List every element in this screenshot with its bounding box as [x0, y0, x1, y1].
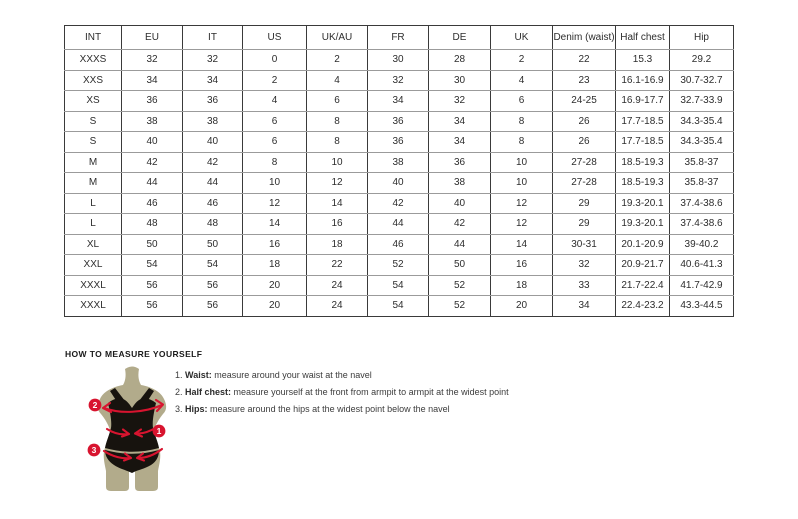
column-header: Hip: [670, 26, 734, 50]
cell: 10: [307, 152, 368, 173]
cell: 6: [307, 91, 368, 112]
cell: 2: [307, 50, 368, 71]
cell: 56: [183, 275, 243, 296]
cell: 56: [122, 296, 183, 317]
cell: 52: [429, 296, 491, 317]
cell: 38: [368, 152, 429, 173]
table-row: [65, 91, 734, 112]
cell: 46: [368, 234, 429, 255]
cell: 8: [243, 152, 307, 173]
step-number: 2.: [175, 387, 183, 397]
cell: 4: [307, 70, 368, 91]
cell: 8: [491, 132, 553, 153]
cell: 30-31: [553, 234, 616, 255]
cell: 21.7-22.4: [616, 275, 670, 296]
cell: 42: [183, 152, 243, 173]
cell: 40: [122, 132, 183, 153]
cell: 34.3-35.4: [670, 132, 734, 153]
cell: 26: [553, 111, 616, 132]
cell: 54: [368, 296, 429, 317]
cell: 34: [368, 91, 429, 112]
cell: S: [65, 132, 122, 153]
cell: 16.1-16.9: [616, 70, 670, 91]
cell: M: [65, 152, 122, 173]
cell: 29: [553, 214, 616, 235]
cell: 54: [368, 275, 429, 296]
measure-step-1: [175, 367, 509, 384]
cell: 19.3-20.1: [616, 214, 670, 235]
cell: 20: [243, 275, 307, 296]
cell: 8: [307, 111, 368, 132]
cell: 44: [368, 214, 429, 235]
cell: 23: [553, 70, 616, 91]
cell: 36: [183, 91, 243, 112]
cell: 36: [122, 91, 183, 112]
cell: 10: [491, 152, 553, 173]
cell: 8: [307, 132, 368, 153]
cell: L: [65, 214, 122, 235]
cell: XXXL: [65, 296, 122, 317]
column-header: EU: [122, 26, 183, 50]
cell: 8: [491, 111, 553, 132]
cell: 29: [553, 193, 616, 214]
cell: S: [65, 111, 122, 132]
cell: 40: [183, 132, 243, 153]
measure-step-2: [175, 384, 509, 401]
step-text: measure around your waist at the navel: [211, 370, 372, 380]
cell: 6: [243, 132, 307, 153]
cell: 2: [243, 70, 307, 91]
cell: 27-28: [553, 152, 616, 173]
cell: 40.6-41.3: [670, 255, 734, 276]
table-row: [65, 255, 734, 276]
column-header: Half chest: [616, 26, 670, 50]
column-header: DE: [429, 26, 491, 50]
cell: 30: [368, 50, 429, 71]
cell: 17.7-18.5: [616, 111, 670, 132]
cell: 16: [307, 214, 368, 235]
step-text: measure yourself at the front from armpit to armpit at the widest point: [231, 387, 509, 397]
cell: 22: [553, 50, 616, 71]
cell: 52: [368, 255, 429, 276]
cell: 4: [243, 91, 307, 112]
cell: 18: [243, 255, 307, 276]
mannequin-illustration: [78, 366, 186, 492]
cell: XXL: [65, 255, 122, 276]
cell: 16: [243, 234, 307, 255]
cell: 36: [368, 132, 429, 153]
cell: 32: [368, 70, 429, 91]
cell: 18: [307, 234, 368, 255]
cell: 32: [183, 50, 243, 71]
table-row: [65, 111, 734, 132]
cell: 52: [429, 275, 491, 296]
size-chart-table: [64, 25, 734, 317]
cell: 34: [429, 132, 491, 153]
cell: 28: [429, 50, 491, 71]
cell: 18.5-19.3: [616, 152, 670, 173]
cell: 43.3-44.5: [670, 296, 734, 317]
step-label: Waist:: [185, 370, 212, 380]
cell: 40: [429, 193, 491, 214]
cell: 30.7-32.7: [670, 70, 734, 91]
cell: 20.9-21.7: [616, 255, 670, 276]
cell: 37.4-38.6: [670, 193, 734, 214]
cell: 50: [429, 255, 491, 276]
cell: 46: [122, 193, 183, 214]
cell: 26: [553, 132, 616, 153]
measure-steps: [175, 367, 509, 418]
column-header: UK/AU: [307, 26, 368, 50]
column-header: IT: [183, 26, 243, 50]
cell: 42: [368, 193, 429, 214]
column-header: INT: [65, 26, 122, 50]
cell: 14: [307, 193, 368, 214]
cell: 48: [183, 214, 243, 235]
badge-hips-number: 3: [91, 445, 97, 455]
cell: 54: [122, 255, 183, 276]
cell: 6: [243, 111, 307, 132]
cell: 24-25: [553, 91, 616, 112]
cell: 0: [243, 50, 307, 71]
cell: XXXS: [65, 50, 122, 71]
cell: 22.4-23.2: [616, 296, 670, 317]
cell: 16: [491, 255, 553, 276]
cell: L: [65, 193, 122, 214]
table-row: [65, 152, 734, 173]
badge-waist: [153, 425, 166, 438]
cell: 36: [368, 111, 429, 132]
cell: 18: [491, 275, 553, 296]
cell: XS: [65, 91, 122, 112]
column-header: UK: [491, 26, 553, 50]
cell: 20.1-20.9: [616, 234, 670, 255]
badge-hips: [88, 444, 101, 457]
cell: 35.8-37: [670, 173, 734, 194]
cell: 18.5-19.3: [616, 173, 670, 194]
cell: 50: [122, 234, 183, 255]
cell: 32: [429, 91, 491, 112]
cell: 12: [491, 193, 553, 214]
table-row: [65, 214, 734, 235]
cell: XXXL: [65, 275, 122, 296]
badge-chest: [89, 399, 102, 412]
cell: 44: [122, 173, 183, 194]
cell: 32: [122, 50, 183, 71]
cell: 6: [491, 91, 553, 112]
cell: 22: [307, 255, 368, 276]
cell: 4: [491, 70, 553, 91]
badge-waist-number: 1: [156, 426, 162, 436]
column-header: FR: [368, 26, 429, 50]
size-table-body: [65, 50, 734, 317]
cell: 38: [183, 111, 243, 132]
cell: 37.4-38.6: [670, 214, 734, 235]
cell: 40: [368, 173, 429, 194]
column-header: US: [243, 26, 307, 50]
table-row: [65, 275, 734, 296]
cell: 12: [491, 214, 553, 235]
cell: 36: [429, 152, 491, 173]
cell: 39-40.2: [670, 234, 734, 255]
size-table-head-row: [65, 26, 734, 50]
step-number: 1.: [175, 370, 183, 380]
size-table-head: [65, 26, 734, 50]
cell: 29.2: [670, 50, 734, 71]
cell: 54: [183, 255, 243, 276]
cell: 32: [553, 255, 616, 276]
cell: 42: [122, 152, 183, 173]
cell: 16.9-17.7: [616, 91, 670, 112]
cell: 46: [183, 193, 243, 214]
cell: 34.3-35.4: [670, 111, 734, 132]
table-row: [65, 70, 734, 91]
cell: 44: [183, 173, 243, 194]
cell: 38: [122, 111, 183, 132]
cell: 12: [243, 193, 307, 214]
cell: 48: [122, 214, 183, 235]
cell: 56: [122, 275, 183, 296]
how-to-measure-title: HOW TO MEASURE YOURSELF: [65, 349, 203, 359]
measure-step-3: [175, 401, 509, 418]
cell: 34: [122, 70, 183, 91]
cell: 20: [491, 296, 553, 317]
cell: 30: [429, 70, 491, 91]
table-row: [65, 296, 734, 317]
cell: 42: [429, 214, 491, 235]
cell: 24: [307, 296, 368, 317]
cell: 24: [307, 275, 368, 296]
table-row: [65, 234, 734, 255]
cell: 12: [307, 173, 368, 194]
cell: 50: [183, 234, 243, 255]
cell: 14: [491, 234, 553, 255]
cell: 10: [491, 173, 553, 194]
table-row: [65, 193, 734, 214]
cell: 34: [429, 111, 491, 132]
cell: 38: [429, 173, 491, 194]
cell: 44: [429, 234, 491, 255]
cell: M: [65, 173, 122, 194]
table-row: [65, 173, 734, 194]
table-row: [65, 50, 734, 71]
column-header: Denim (waist): [553, 26, 616, 50]
cell: 33: [553, 275, 616, 296]
cell: 35.8-37: [670, 152, 734, 173]
cell: 34: [183, 70, 243, 91]
measurement-figure: [78, 366, 186, 492]
cell: XL: [65, 234, 122, 255]
cell: 32.7-33.9: [670, 91, 734, 112]
table-row: [65, 132, 734, 153]
step-number: 3.: [175, 404, 183, 414]
cell: 27-28: [553, 173, 616, 194]
cell: 2: [491, 50, 553, 71]
step-label: Hips:: [185, 404, 208, 414]
cell: 15.3: [616, 50, 670, 71]
cell: 34: [553, 296, 616, 317]
cell: XXS: [65, 70, 122, 91]
cell: 19.3-20.1: [616, 193, 670, 214]
badge-chest-number: 2: [92, 400, 98, 410]
step-text: measure around the hips at the widest point below the navel: [207, 404, 450, 414]
cell: 41.7-42.9: [670, 275, 734, 296]
cell: 17.7-18.5: [616, 132, 670, 153]
step-label: Half chest:: [185, 387, 232, 397]
cell: 56: [183, 296, 243, 317]
cell: 20: [243, 296, 307, 317]
cell: 10: [243, 173, 307, 194]
cell: 14: [243, 214, 307, 235]
